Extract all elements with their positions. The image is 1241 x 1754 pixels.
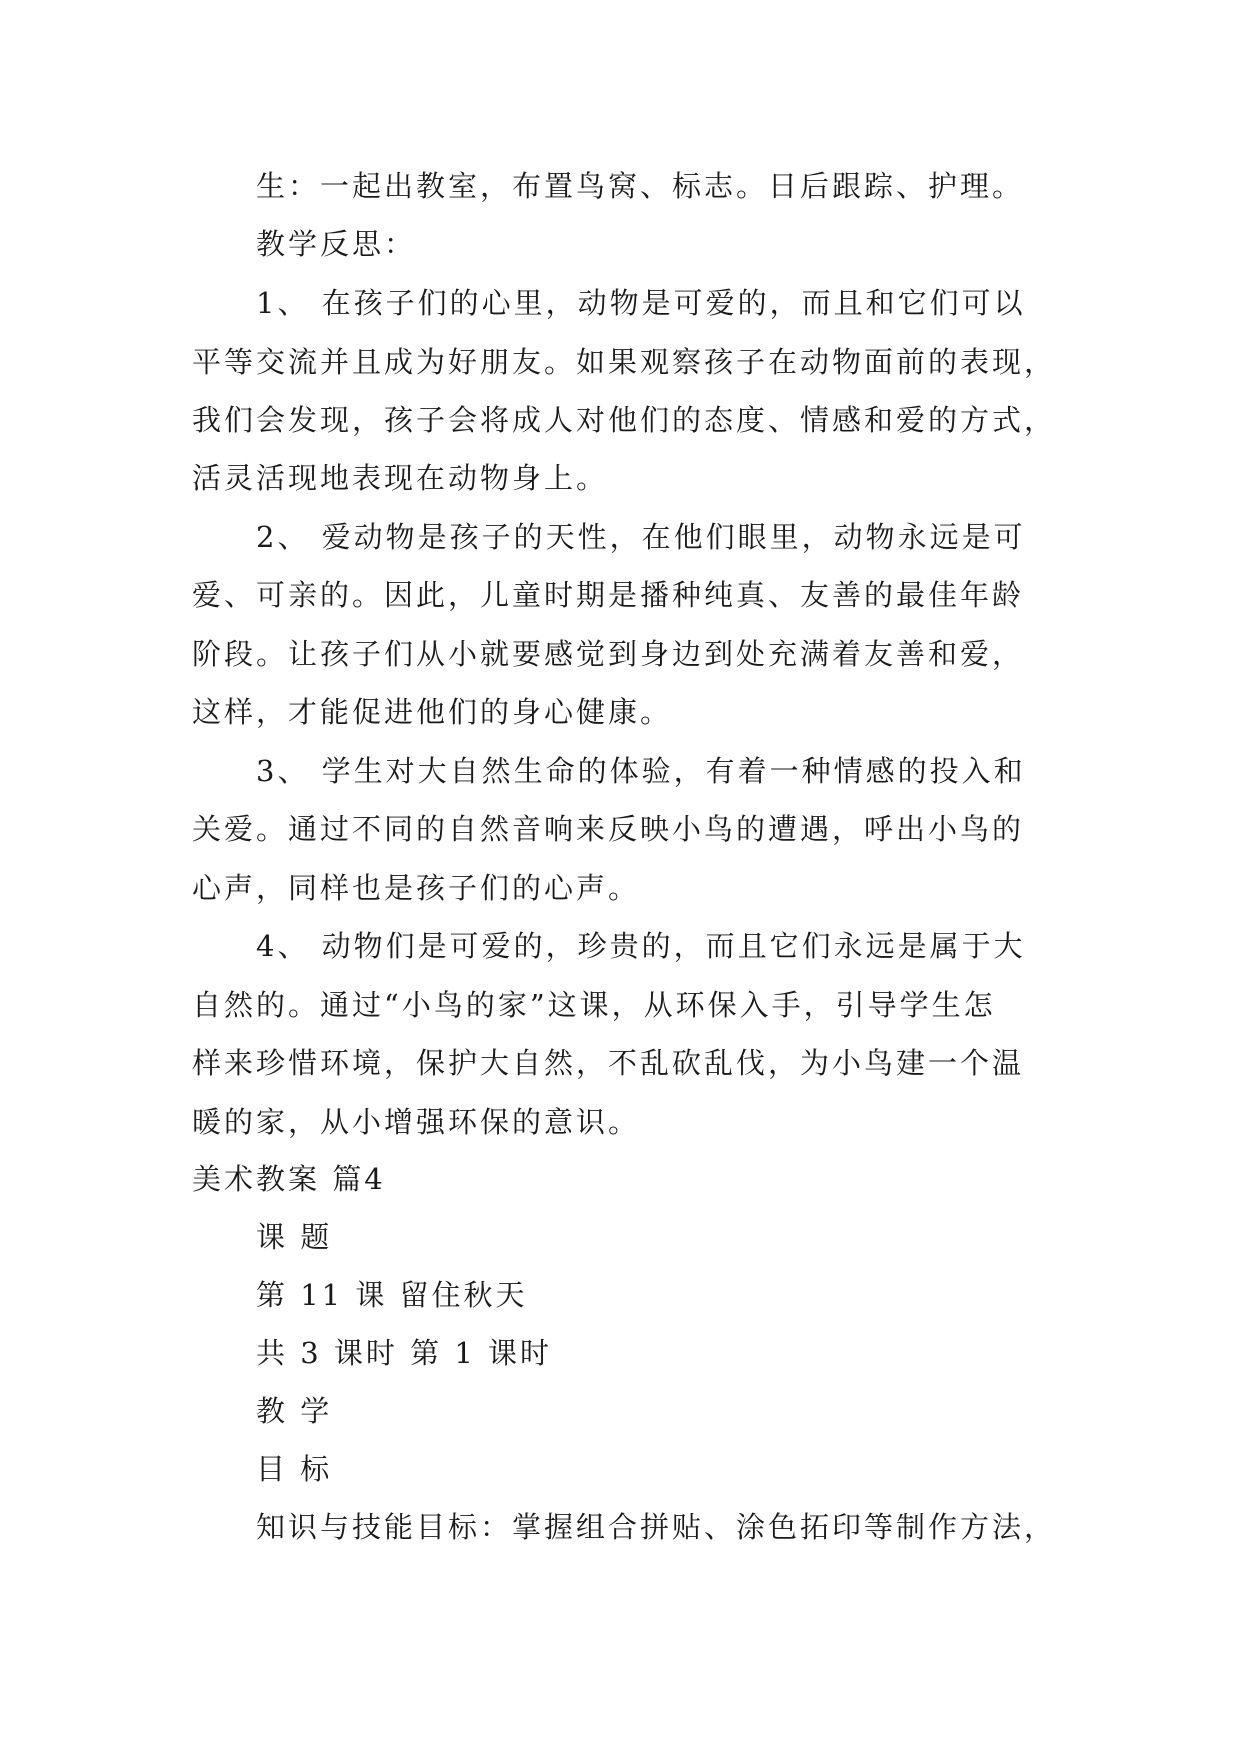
paragraph-line: 知识与技能目标：掌握组合拼贴、涂色拓印等制作方法， [256, 1510, 1057, 1544]
table-label: 教 学 [256, 1394, 333, 1428]
paragraph-line: 4、 动物们是可爱的，珍贵的，而且它们永远是属于大 [256, 929, 1026, 963]
table-value: 第 11 课 留住秋天 [256, 1278, 528, 1312]
paragraph-line: 生：一起出教室，布置鸟窝、标志。日后跟踪、护理。 [256, 169, 1025, 203]
paragraph-line: 心声，同样也是孩子们的心声。 [192, 871, 641, 905]
table-label: 目 标 [256, 1452, 333, 1486]
paragraph-line: 3、 学生对大自然生命的体验，有着一种情感的投入和 [256, 754, 1026, 788]
paragraph-line: 这样，才能促进他们的身心健康。 [192, 695, 673, 729]
section-title: 美术教案 篇4 [192, 1162, 386, 1196]
table-label: 课 题 [256, 1220, 333, 1254]
paragraph-line: 爱、可亲的。因此，儿童时期是播种纯真、友善的最佳年龄 [192, 578, 1025, 612]
paragraph-line: 关爱。通过不同的自然音响来反映小鸟的遭遇，呼出小鸟的 [192, 812, 1025, 846]
paragraph-line: 样来珍惜环境，保护大自然，不乱砍乱伐，为小鸟建一个温 [192, 1046, 1025, 1080]
table-value: 共 3 课时 第 1 课时 [256, 1336, 552, 1370]
paragraph-line: 平等交流并且成为好朋友。如果观察孩子在动物面前的表现， [192, 345, 1057, 379]
section-heading: 教学反思： [256, 227, 417, 261]
paragraph-line: 暖的家，从小增强环保的意识。 [192, 1105, 641, 1139]
paragraph-line: 1、 在孩子们的心里，动物是可爱的，而且和它们可以 [256, 286, 1026, 320]
paragraph-line: 活灵活现地表现在动物身上。 [192, 461, 609, 495]
paragraph-line: 2、 爱动物是孩子的天性，在他们眼里，动物永远是可 [256, 520, 1026, 554]
paragraph-line: 自然的。通过“小鸟的家”这课，从环保入手，引导学生怎 [192, 988, 996, 1022]
paragraph-line: 我们会发现，孩子会将成人对他们的态度、情感和爱的方式， [192, 403, 1057, 437]
paragraph-line: 阶段。让孩子们从小就要感觉到身边到处充满着友善和爱， [192, 637, 1025, 671]
